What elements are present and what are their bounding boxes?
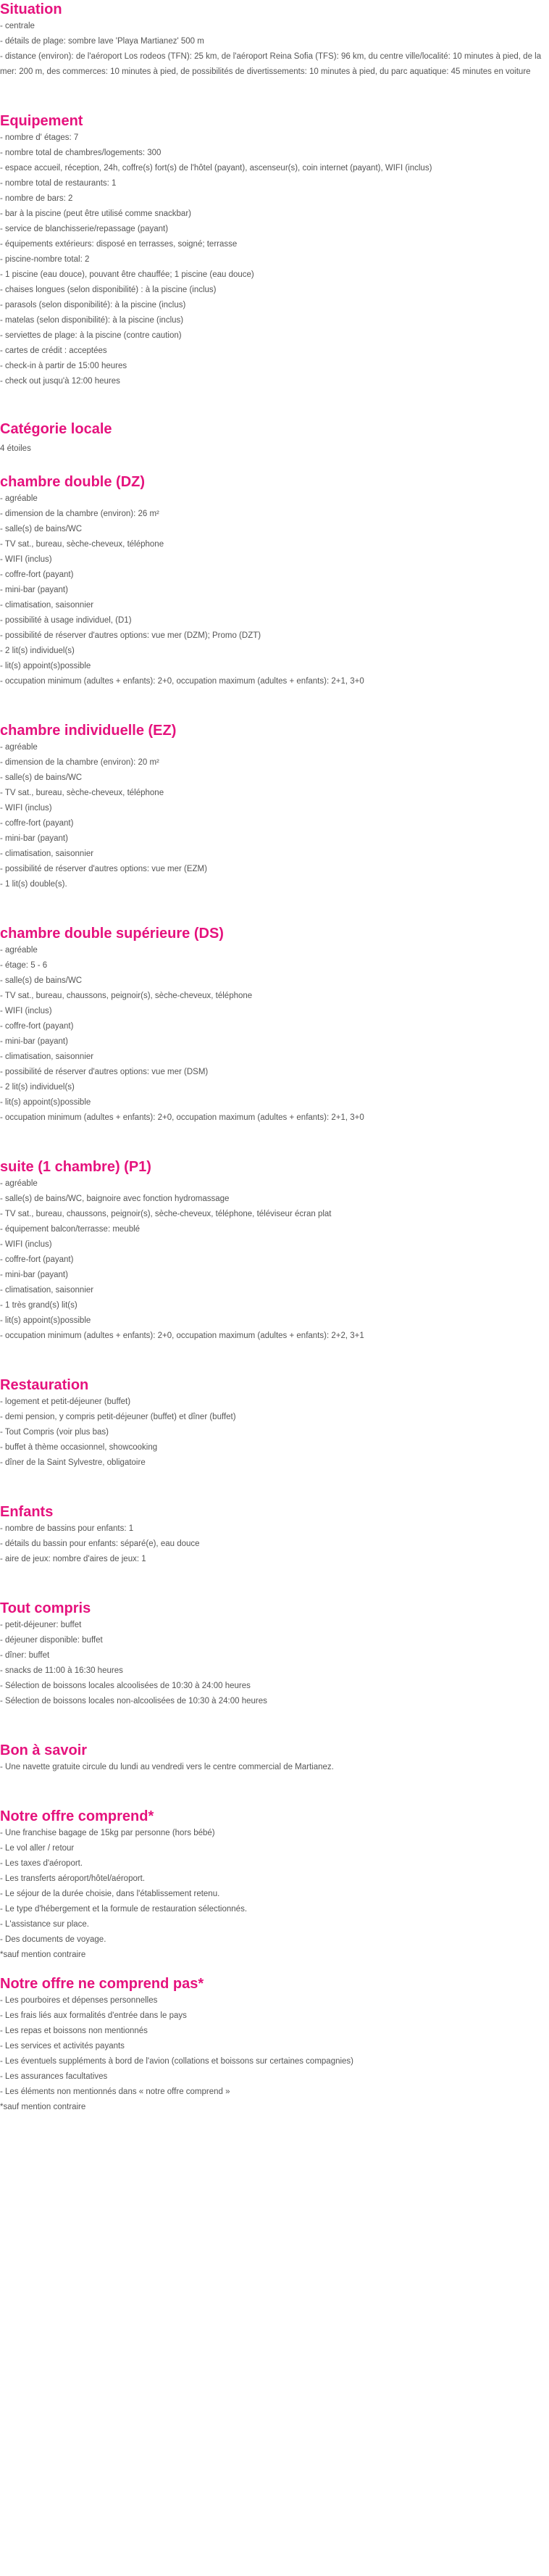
- list-item: - 1 lit(s) double(s).: [0, 880, 67, 889]
- list-item: - détails du bassin pour enfants: séparé(e), eau douce: [0, 1540, 200, 1548]
- list-item: - dîner: buffet: [0, 1651, 50, 1660]
- list-item: - nombre total de chambres/logements: 300: [0, 149, 162, 157]
- list-item: - cartes de crédit : acceptées: [0, 346, 107, 355]
- list-item: - nombre de bassins pour enfants: 1: [0, 1524, 134, 1533]
- list-item: - service de blanchisserie/repassage (payant): [0, 225, 169, 233]
- list-item: - 1 très grand(s) lit(s): [0, 1301, 77, 1310]
- list-item: 4 étoiles: [0, 444, 31, 453]
- list-item: - 2 lit(s) individuel(s): [0, 1083, 75, 1092]
- list-item: - coffre-fort (payant): [0, 570, 74, 579]
- list-item: - possibilité de réserver d'autres options: vue mer (EZM): [0, 865, 207, 873]
- list-item: - Le vol aller / retour: [0, 1844, 75, 1853]
- list-item: - agréable: [0, 946, 38, 955]
- list-item: - centrale: [0, 22, 35, 30]
- list-item: - Les frais liés aux formalités d'entrée dans le pays: [0, 2011, 187, 2020]
- section-lines: [0, 1521, 549, 1567]
- list-item: - TV sat., bureau, chaussons, peignoir(s), sèche-cheveux, téléphone: [0, 992, 253, 1000]
- list-item: - occupation minimum (adultes + enfants): 2+0, occupation maximum (adultes + enfants): 2+1, 3+0: [0, 677, 364, 686]
- list-item: - climatisation, saisonnier: [0, 849, 94, 858]
- list-item: - nombre d' étages: 7: [0, 133, 79, 142]
- section-lines: [0, 1760, 549, 1775]
- section-title: chambre individuelle (EZ): [0, 723, 177, 739]
- section-title: chambre double (DZ): [0, 474, 146, 490]
- list-item: - nombre total de restaurants: 1: [0, 179, 117, 188]
- list-item: - coffre-fort (payant): [0, 1255, 74, 1264]
- list-item: - logement et petit-déjeuner (buffet): [0, 1397, 131, 1406]
- list-item: - Tout Compris (voir plus bas): [0, 1428, 109, 1437]
- list-item: - Le type d'hébergement et la formule de restauration sélectionnés.: [0, 1905, 248, 1914]
- list-item: - salle(s) de bains/WC, baignoire avec fonction hydromassage: [0, 1194, 230, 1203]
- list-item: - Sélection de boissons locales non-alcoolisées de 10:30 à 24:00 heures: [0, 1697, 267, 1705]
- section-equipement: [0, 112, 549, 389]
- list-item: - possibilité à usage individuel, (D1): [0, 616, 132, 625]
- section-categorie-locale: [0, 420, 549, 457]
- section-lines: [0, 1993, 549, 2115]
- list-item: - L'assistance sur place.: [0, 1920, 90, 1929]
- section-offre-comprend: [0, 1807, 549, 1963]
- section-title: Situation: [0, 1, 62, 17]
- list-item: - salle(s) de bains/WC: [0, 773, 83, 782]
- list-item: - mini-bar (payant): [0, 1037, 68, 1046]
- list-item: - check out jusqu'à 12:00 heures: [0, 377, 120, 386]
- list-item: *sauf mention contraire: [0, 2103, 86, 2111]
- list-item: - buffet à thème occasionnel, showcooking: [0, 1443, 158, 1452]
- list-item: - snacks de 11:00 à 16:30 heures: [0, 1666, 123, 1675]
- list-item: - possibilité de réserver d'autres options: vue mer (DZM); Promo (DZT): [0, 631, 261, 640]
- list-item: - Sélection de boissons locales alcoolisées de 10:30 à 24:00 heures: [0, 1682, 251, 1690]
- list-item: - distance (environ): de l'aéroport Los rodeos (TFN): 25 km, de l'aéroport Reina Sofia (TFS): 96 km, du centre ville/localité: 10 minutes à pied, de la mer: 200 m, des commerces: 10 minutes à pied, de possibilités de divertissements: 10 minutes à pied, du parc aquatique: 45 minutes en voiture: [0, 52, 542, 76]
- list-item: - coffre-fort (payant): [0, 819, 74, 828]
- list-item: - déjeuner disponible: buffet: [0, 1636, 103, 1645]
- list-item: - aire de jeux: nombre d'aires de jeux: 1: [0, 1555, 146, 1563]
- list-item: - serviettes de plage: à la piscine (contre caution): [0, 331, 182, 340]
- section-title: Catégorie locale: [0, 421, 112, 437]
- list-item: - équipement balcon/terrasse: meublé: [0, 1225, 141, 1234]
- list-item: - nombre de bars: 2: [0, 194, 73, 203]
- section-chambre-double: [0, 473, 549, 689]
- list-item: - salle(s) de bains/WC: [0, 976, 83, 985]
- section-title: Notre offre comprend*: [0, 1808, 154, 1824]
- list-item: - 1 piscine (eau douce), pouvant être chauffée; 1 piscine (eau douce): [0, 270, 254, 279]
- list-item: - Les pourboires et dépenses personnelles: [0, 1996, 158, 2005]
- list-item: - lit(s) appoint(s)possible: [0, 1316, 91, 1325]
- list-item: - WIFI (inclus): [0, 1240, 52, 1249]
- list-item: - piscine-nombre total: 2: [0, 255, 90, 264]
- list-item: - check-in à partir de 15:00 heures: [0, 362, 127, 370]
- list-item: - occupation minimum (adultes + enfants): 2+0, occupation maximum (adultes + enfants): 2+2, 3+1: [0, 1331, 364, 1340]
- list-item: - WIFI (inclus): [0, 804, 52, 813]
- section-lines: [0, 491, 549, 689]
- list-item: - climatisation, saisonnier: [0, 601, 94, 610]
- section-lines: [0, 1176, 549, 1344]
- list-item: - demi pension, y compris petit-déjeuner (buffet) et dîner (buffet): [0, 1413, 236, 1421]
- section-offre-ne-comprend-pas: [0, 1974, 549, 2115]
- list-item: - Les services et activités payants: [0, 2042, 125, 2051]
- section-restauration: [0, 1376, 549, 1471]
- list-item: - occupation minimum (adultes + enfants): 2+0, occupation maximum (adultes + enfants): 2+1, 3+0: [0, 1113, 364, 1122]
- section-lines: [0, 19, 549, 80]
- list-item: - parasols (selon disponibilité): à la piscine (inclus): [0, 301, 186, 309]
- list-item: - mini-bar (payant): [0, 1271, 68, 1279]
- section-tout-compris: [0, 1599, 549, 1709]
- list-item: - climatisation, saisonnier: [0, 1286, 94, 1295]
- list-item: - salle(s) de bains/WC: [0, 525, 83, 533]
- list-item: - Le séjour de la durée choisie, dans l'établissement retenu.: [0, 1890, 220, 1898]
- list-item: - TV sat., bureau, chaussons, peignoir(s), sèche-cheveux, téléphone, téléviseur écran plat: [0, 1210, 332, 1218]
- section-title: Tout compris: [0, 1600, 91, 1616]
- section-lines: [0, 1826, 549, 1963]
- section-lines: [0, 130, 549, 389]
- section-title: chambre double supérieure (DS): [0, 926, 224, 942]
- list-item: - possibilité de réserver d'autres options: vue mer (DSM): [0, 1068, 209, 1076]
- list-item: - agréable: [0, 743, 38, 752]
- list-item: - TV sat., bureau, sèche-cheveux, téléphone: [0, 789, 164, 797]
- section-suite: [0, 1158, 549, 1344]
- list-item: - mini-bar (payant): [0, 834, 68, 843]
- list-item: - Les éléments non mentionnés dans « notre offre comprend »: [0, 2087, 230, 2096]
- list-item: - Les repas et boissons non mentionnés: [0, 2027, 148, 2035]
- list-item: - agréable: [0, 1179, 38, 1188]
- section-title: Bon à savoir: [0, 1742, 88, 1758]
- list-item: - bar à la piscine (peut être utilisé comme snackbar): [0, 209, 191, 218]
- list-item: - espace accueil, réception, 24h, coffre(s) fort(s) de l'hôtel (payant), ascenseur(s), coin internet (payant), WIFI (inclus): [0, 164, 432, 173]
- list-item: - dîner de la Saint Sylvestre, obligatoire: [0, 1458, 146, 1467]
- section-lines: [0, 1395, 549, 1471]
- section-title: suite (1 chambre) (P1): [0, 1159, 151, 1175]
- list-item: - petit-déjeuner: buffet: [0, 1621, 82, 1629]
- section-title: Notre offre ne comprend pas*: [0, 1976, 204, 1992]
- list-item: - coffre-fort (payant): [0, 1022, 74, 1031]
- list-item: *sauf mention contraire: [0, 1950, 86, 1959]
- list-item: - Les transferts aéroport/hôtel/aéroport.: [0, 1874, 146, 1883]
- list-item: - Les éventuels suppléments à bord de l'avion (collations et boissons sur certaines compagnies): [0, 2057, 354, 2066]
- section-enfants: [0, 1503, 549, 1567]
- list-item: - lit(s) appoint(s)possible: [0, 1098, 91, 1107]
- section-lines: [0, 1618, 549, 1709]
- list-item: - lit(s) appoint(s)possible: [0, 662, 91, 670]
- list-item: - dimension de la chambre (environ): 20 m²: [0, 758, 159, 767]
- list-item: - TV sat., bureau, sèche-cheveux, téléphone: [0, 540, 164, 549]
- list-item: - agréable: [0, 494, 38, 503]
- section-lines: [0, 441, 549, 457]
- list-item: - Les assurances facultatives: [0, 2072, 108, 2081]
- list-item: - Les taxes d'aéroport.: [0, 1859, 83, 1868]
- section-lines: [0, 943, 549, 1126]
- list-item: - WIFI (inclus): [0, 1007, 52, 1015]
- list-item: - 2 lit(s) individuel(s): [0, 647, 75, 655]
- list-item: - étage: 5 - 6: [0, 961, 48, 970]
- list-item: - chaises longues (selon disponibilité) : à la piscine (inclus): [0, 286, 217, 294]
- section-title: Equipement: [0, 113, 83, 129]
- section-situation: [0, 0, 549, 80]
- list-item: - Une navette gratuite circule du lundi au vendredi vers le centre commercial de Martianez.: [0, 1763, 334, 1771]
- list-item: - équipements extérieurs: disposé en terrasses, soigné; terrasse: [0, 240, 238, 249]
- list-item: - mini-bar (payant): [0, 586, 68, 594]
- list-item: - Une franchise bagage de 15kg par personne (hors bébé): [0, 1829, 215, 1837]
- list-item: - dimension de la chambre (environ): 26 m²: [0, 510, 159, 518]
- section-title: Restauration: [0, 1377, 89, 1393]
- list-item: - climatisation, saisonnier: [0, 1052, 94, 1061]
- section-chambre-double-superieure: [0, 924, 549, 1126]
- list-item: - matelas (selon disponibilité): à la piscine (inclus): [0, 316, 184, 325]
- section-lines: [0, 740, 549, 892]
- list-item: - Des documents de voyage.: [0, 1935, 106, 1944]
- list-item: - WIFI (inclus): [0, 555, 52, 564]
- section-chambre-individuelle: [0, 721, 549, 892]
- section-title: Enfants: [0, 1504, 54, 1520]
- section-bon-a-savoir: [0, 1741, 549, 1775]
- list-item: - détails de plage: sombre lave 'Playa Martianez' 500 m: [0, 37, 204, 46]
